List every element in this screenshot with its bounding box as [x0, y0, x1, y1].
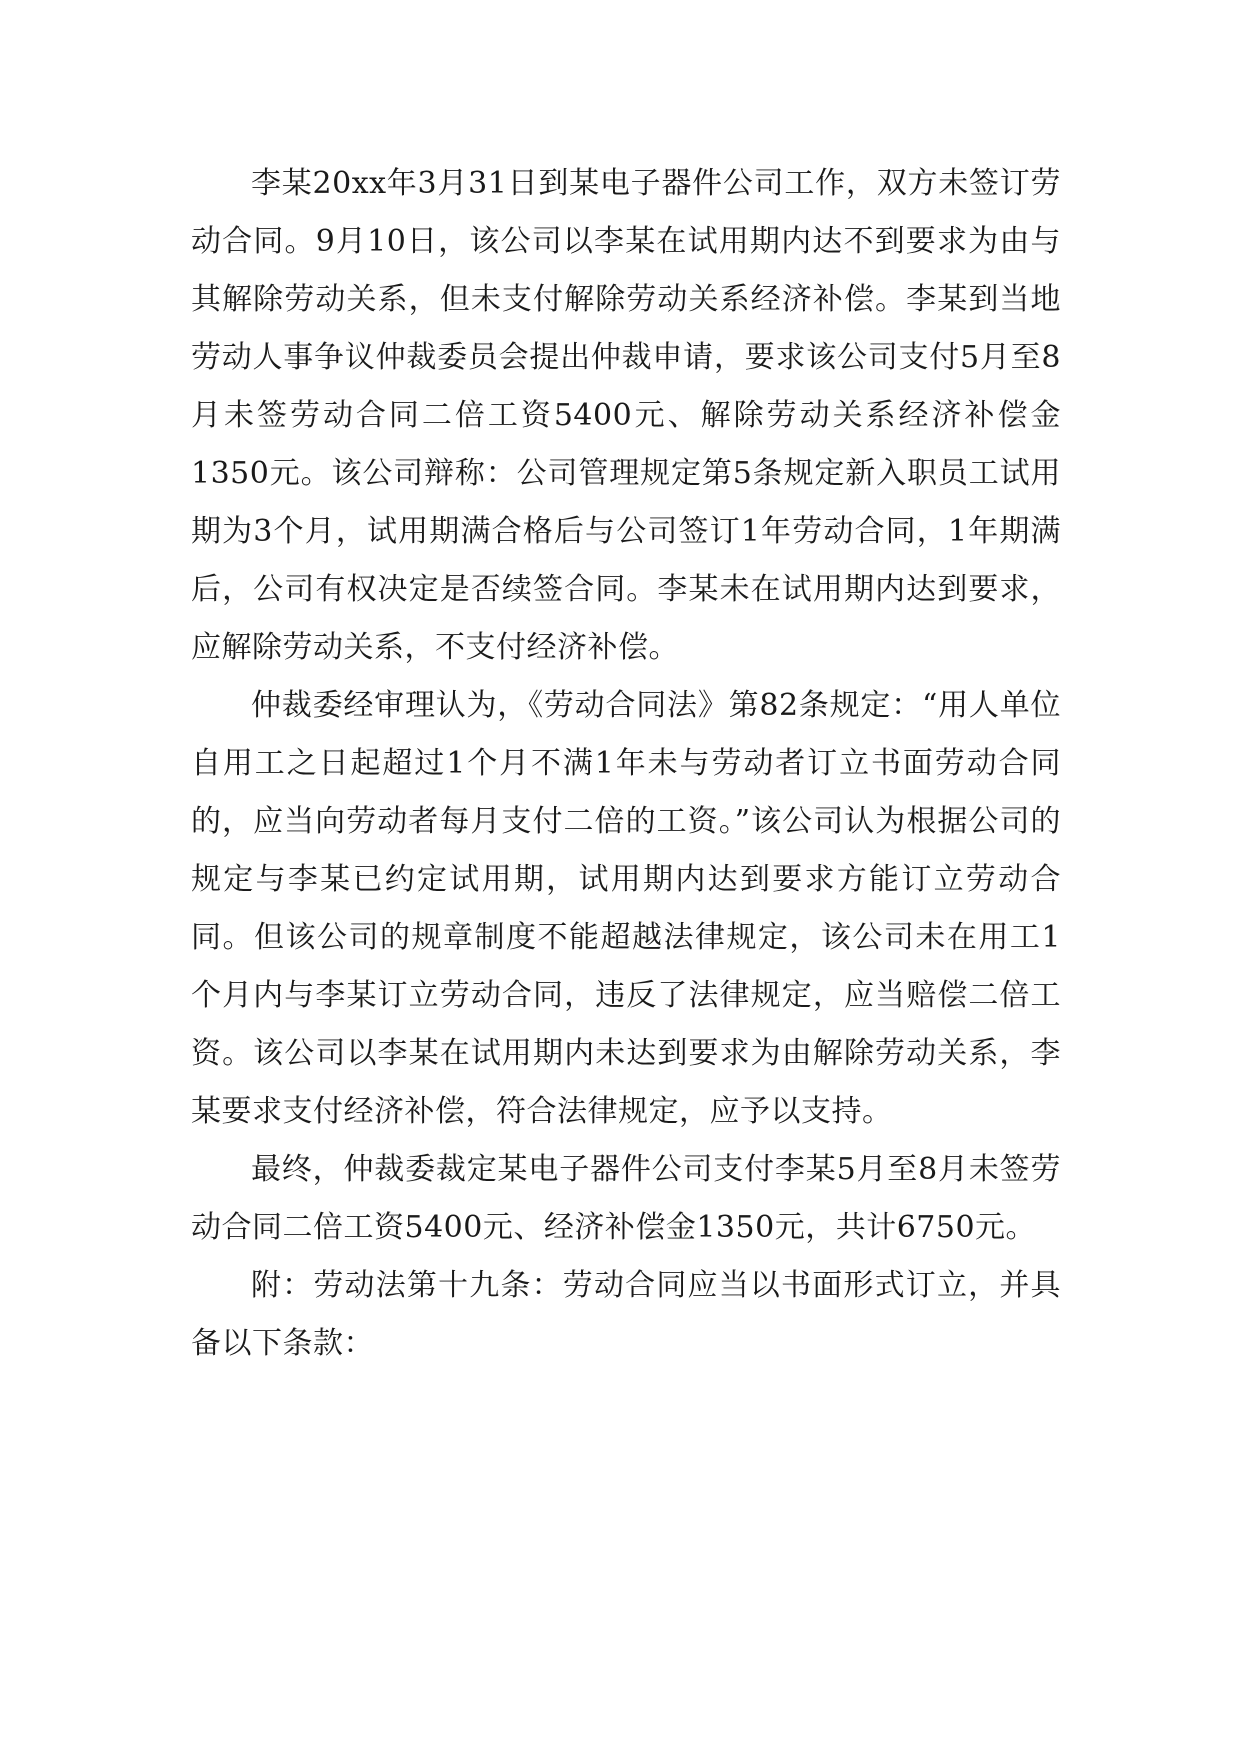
- paragraph-ruling: 最终，仲裁委裁定某电子器件公司支付李某5月至8月未签劳动合同二倍工资5400元、经济补偿金1350元，共计6750元。: [191, 1152, 1061, 1245]
- paragraph-arbitration-reasoning: 仲裁委经审理认为，《劳动合同法》第82条规定：“用人单位自用工之日起超过1个月不满1年未与劳动者订立书面劳动合同的，应当向劳动者每月支付二倍的工资。”该公司认为根据公司的规定与李某已约定试用期，试用期内达到要求方能订立劳动合同。但该公司的规章制度不能超越法律规定，该公司未在用工1个月内与李某订立劳动合同，违反了法律规定，应当赔偿二倍工资。该公司以李某在试用期内未达到要求为由解除劳动关系，李某要求支付经济补偿，符合法律规定，应予以支持。: [191, 688, 1061, 1129]
- paragraph-appendix: 附：劳动法第十九条：劳动合同应当以书面形式订立，并具备以下条款：: [191, 1268, 1061, 1361]
- document-body: [191, 155, 1061, 1373]
- paragraph-case-facts: 李某20xx年3月31日到某电子器件公司工作，双方未签订劳动合同。9月10日，该公司以李某在试用期内达不到要求为由与其解除劳动关系，但未支付解除劳动关系经济补偿。李某到当地劳动人事争议仲裁委员会提出仲裁申请，要求该公司支付5月至8月未签劳动合同二倍工资5400元、解除劳动关系经济补偿金1350元。该公司辩称：公司管理规定第5条规定新入职员工试用期为3个月，试用期满合格后与公司签订1年劳动合同，1年期满后，公司有权决定是否续签合同。李某未在试用期内达到要求，应解除劳动关系，不支付经济补偿。: [191, 166, 1061, 665]
